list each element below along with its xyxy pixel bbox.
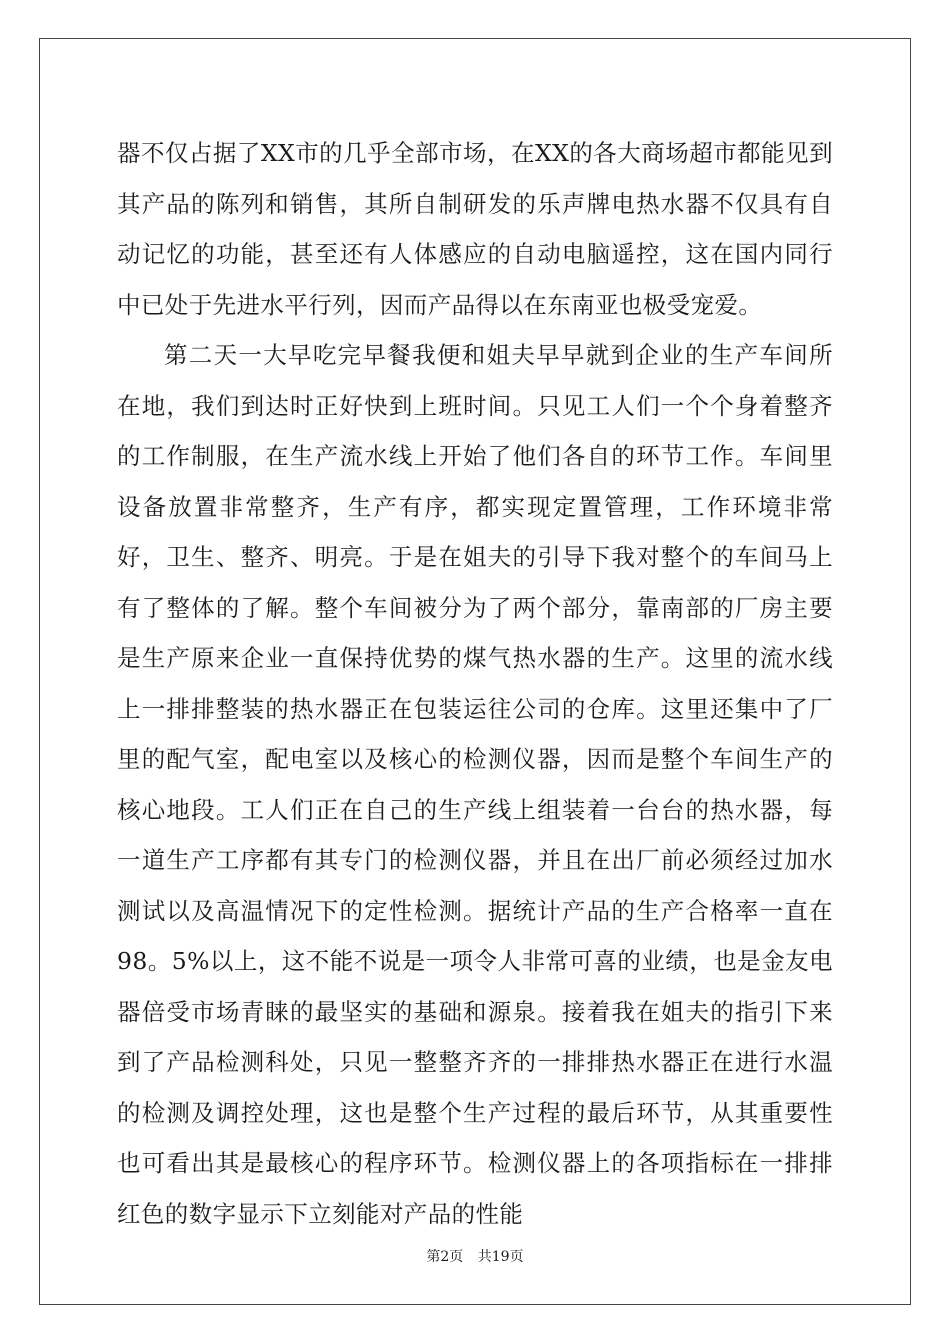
page-number: 第2页 [426, 1249, 464, 1265]
document-body [117, 128, 833, 1239]
page-footer [0, 1246, 950, 1266]
paragraph-continuation: 器不仅占据了XX市的几乎全部市场，在XX的各大商场超市都能见到其产品的陈列和销售，其所自制研发的乐声牌电热水器不仅具有自动记忆的功能，甚至还有人体感应的自动电脑遥控，这在国内同行中已处于先进水平行列，因而产品得以在东南亚也极受宠爱。 [117, 139, 833, 319]
paragraph-workshop-visit: 第二天一大早吃完早餐我便和姐夫早早就到企业的生产车间所在地，我们到达时正好快到上班时间。只见工人们一个个身着整齐的工作制服，在生产流水线上开始了他们各自的环节工作。车间里设备放置非常整齐，生产有序，都实现定置管理，工作环境非常好，卫生、整齐、明亮。于是在姐夫的引导下我对整个的车间马上有了整体的了解。整个车间被分为了两个部分，靠南部的厂房主要是生产原来企业一直保持优势的煤气热水器的生产。这里的流水线上一排排整装的热水器正在包装运往公司的仓库。这里还集中了厂里的配气室，配电室以及核心的检测仪器，因而是整个车间生产的核心地段。工人们正在自己的生产线上组装着一台台的热水器，每一道生产工序都有其专门的检测仪器，并且在出厂前必须经过加水测试以及高温情况下的定性检测。据统计产品的生产合格率一直在98。5%以上，这不能不说是一项令人非常可喜的业绩，也是金友电器倍受市场青睐的最坚实的基础和源泉。接着我在姐夫的指引下来到了产品检测科处，只见一整整齐齐的一排排热水器正在进行水温的检测及调控处理，这也是整个生产过程的最后环节，从其重要性也可看出其是最核心的程序环节。检测仪器上的各项指标在一排排红色的数字显示下立刻能对产品的性能 [117, 341, 833, 1228]
page-total: 共19页 [477, 1249, 524, 1265]
